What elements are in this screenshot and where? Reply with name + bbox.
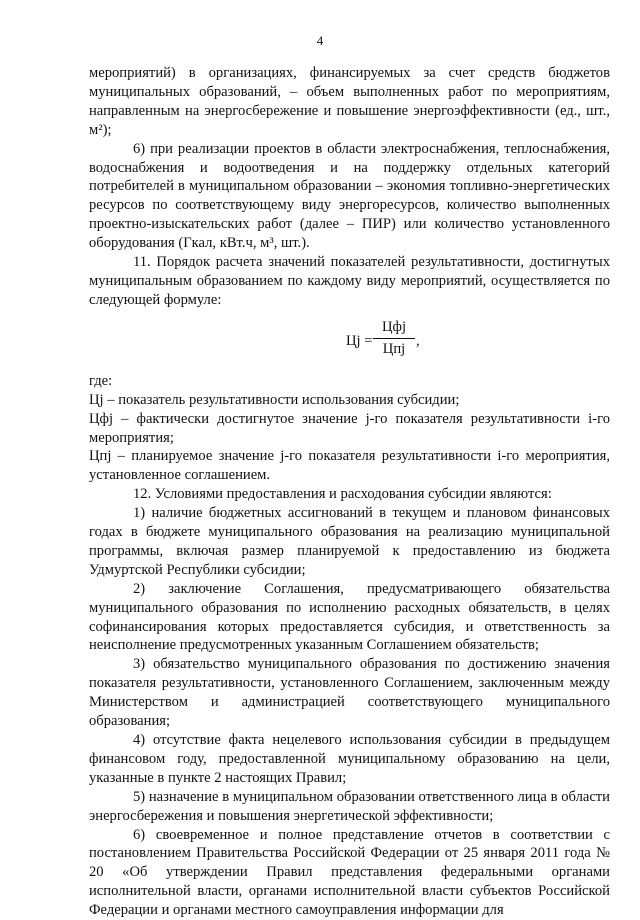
paragraph-11: 11. Порядок расчета значений показателей результативности, достигнутых муниципальным образованием по каждому виду мероприятий, осуществляется по следующей формуле: — [89, 254, 610, 308]
definition-cfj: Цфj – фактически достигнутое значение j-го показателя результативности i-го мероприятия; — [89, 410, 610, 446]
definition-cj: Цj – показатель результативности использования субсидии; — [89, 391, 460, 408]
condition-1: 1) наличие бюджетных ассигнований в текущем и плановом финансовых годах в бюджете муниципального образования на реализацию муниципальной программы, включая размер планируемой к предоставлению из бюджета Удмуртской Республики субсидии; — [89, 505, 610, 578]
condition-2: 2) заключение Соглашения, предусматривающего обязательства муниципального образования по исполнению расходных обязательств, в целях софинансирования которых предоставляется субсидия, и ответственность за неисполнение предусмотренных указанным Соглашением обязательств; — [89, 580, 610, 654]
formula — [89, 316, 610, 368]
formula-numerator: Цфj — [373, 318, 415, 339]
formula-fraction — [373, 318, 415, 359]
paragraph-continuation: мероприятий) в организациях, финансируемых за счет средств бюджетов муниципальных образований, – объем выполненных работ по мероприятиям, направленным на энергосбережение и повышение энергоэффективности (ед., шт., м²); — [89, 65, 610, 138]
definition-cpj: Цпj – планируемое значение j-го показателя результативности i-го мероприятия, установленное соглашением. — [89, 448, 610, 484]
where-label: где: — [89, 372, 113, 389]
condition-5: 5) назначение в муниципальном образовании ответственного лица в области энергосбережения и повышения энергетической эффективности; — [89, 788, 610, 824]
condition-3: 3) обязательство муниципального образования по достижению значения показателя результативности, установленного Соглашением, заключенным между Министерством и администрацией соответствующего муниципального образования; — [89, 656, 610, 730]
condition-4: 4) отсутствие факта нецелевого использования субсидии в предыдущем финансовом году, предоставленной муниципальному образованию на цели, указанные в пункте 2 настоящих Правил; — [89, 732, 610, 786]
formula-comma: , — [416, 332, 420, 349]
condition-6: 6) своевременное и полное представление отчетов в соответствии с постановлением Правительства Российской Федерации от 25 января 2011 года № 20 «Об утверждении Правил представления федеральными органами исполнительной власти, органами исполнительной власти субъектов Российской Федерации и органами местного самоуправления информации для — [89, 826, 610, 919]
document-body — [89, 64, 610, 920]
page-number: 4 — [316, 33, 324, 48]
paragraph-12: 12. Условиями предоставления и расходования субсидии являются: — [133, 486, 552, 503]
formula-denominator: Цпj — [382, 340, 406, 357]
formula-lhs: Цj = — [346, 332, 373, 349]
paragraph-item-6: 6) при реализации проектов в области электроснабжения, теплоснабжения, водоснабжения и водоотведения и на поддержку отдельных категорий потребителей в муниципальном образовании – экономия топливно-энергетических ресурсов по соответствующему виду энергоресурсов, количество выполненных проектно-изыскательских работ (далее – ПИР) или количество установленного оборудования (Гкал, кВт.ч, м³, шт.). — [89, 140, 610, 252]
